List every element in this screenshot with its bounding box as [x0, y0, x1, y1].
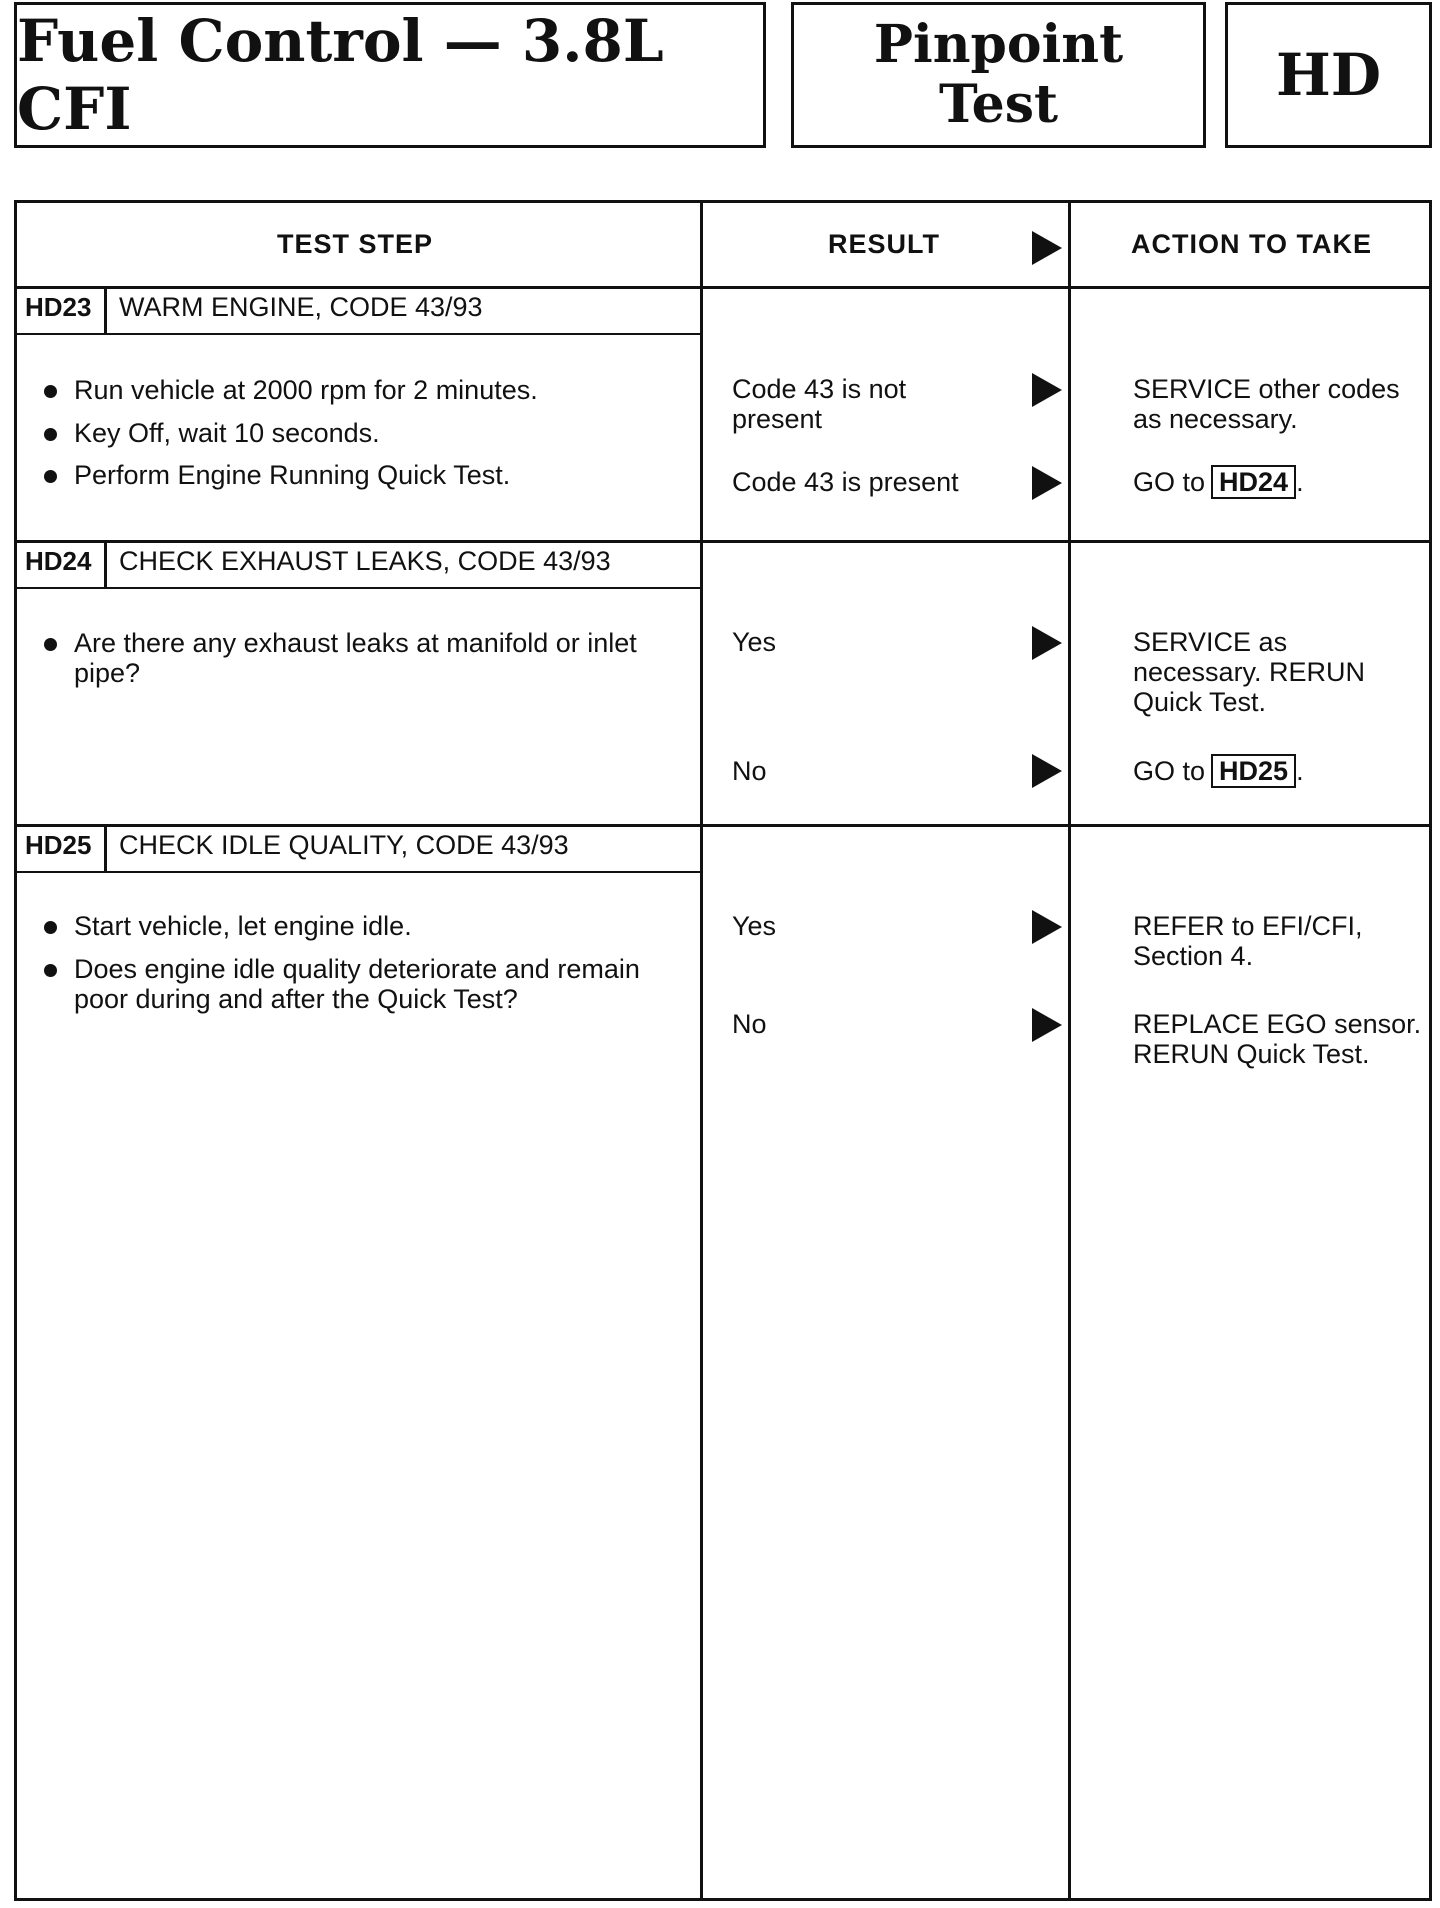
step-id: HD23	[25, 292, 92, 322]
header-divider	[17, 286, 1429, 289]
page-title-box	[14, 2, 766, 148]
step-title: WARM ENGINE, CODE 43/93	[119, 292, 483, 322]
step-id-divider	[104, 289, 107, 334]
arrow-icon	[1032, 754, 1062, 788]
step-id: HD24	[25, 546, 92, 576]
test-type-line2: Test	[938, 74, 1059, 135]
bullet-item: Are there any exhaust leaks at manifold or inlet pipe?	[44, 628, 694, 688]
test-code: HD	[1275, 41, 1382, 109]
bullet-item: Perform Engine Running Quick Test.	[44, 460, 664, 490]
result-text: Code 43 is present	[732, 467, 959, 497]
arrow-icon	[1032, 1008, 1062, 1042]
column-divider	[1068, 203, 1071, 1898]
bullet-item: Run vehicle at 2000 rpm for 2 minutes.	[44, 375, 664, 405]
action-goto-period: .	[1296, 756, 1304, 786]
step-title: CHECK IDLE QUALITY, CODE 43/93	[119, 830, 569, 860]
result-text: Yes	[732, 627, 777, 657]
test-code-box	[1225, 2, 1432, 148]
step-divider	[17, 824, 1429, 827]
step-reference-hd24[interactable]: HD24	[1211, 465, 1296, 499]
step-id: HD25	[25, 830, 92, 860]
step-reference-hd25[interactable]: HD25	[1211, 754, 1296, 788]
action-goto	[1133, 754, 1304, 788]
test-type-line1: Pinpoint	[873, 14, 1124, 75]
action-goto-period: .	[1296, 467, 1304, 497]
result-text: Yes	[732, 911, 777, 941]
test-type-box	[791, 2, 1206, 148]
arrow-icon	[1032, 231, 1062, 265]
bullet-item: Does engine idle quality deteriorate and remain poor during and after the Quick Test?	[44, 954, 694, 1014]
result-text: No	[732, 756, 767, 786]
step-title-underline	[17, 587, 700, 589]
arrow-icon	[1032, 626, 1062, 660]
bullet-item: Key Off, wait 10 seconds.	[44, 418, 664, 448]
action-goto-label: GO to	[1133, 467, 1206, 497]
arrow-icon	[1032, 466, 1062, 500]
step-id-divider	[104, 543, 107, 588]
arrow-icon	[1032, 910, 1062, 944]
column-header-action: ACTION TO TAKE	[1131, 229, 1372, 259]
step-title: CHECK EXHAUST LEAKS, CODE 43/93	[119, 546, 611, 576]
bullet-item: Start vehicle, let engine idle.	[44, 911, 694, 941]
action-text: SERVICE other codes as necessary.	[1133, 374, 1400, 434]
step-divider	[17, 540, 1429, 543]
action-text: REPLACE EGO sensor. RERUN Quick Test.	[1133, 1009, 1422, 1069]
pinpoint-test-table	[14, 200, 1432, 1901]
action-goto-label: GO to	[1133, 756, 1206, 786]
action-text: SERVICE as necessary. RERUN Quick Test.	[1133, 627, 1366, 717]
action-text: REFER to EFI/CFI, Section 4.	[1133, 911, 1363, 971]
step-title-underline	[17, 871, 700, 873]
page-title: Fuel Control — 3.8L CFI	[17, 7, 664, 143]
result-text: No	[732, 1009, 767, 1039]
result-text: Code 43 is not present	[732, 374, 907, 434]
column-header-result: RESULT	[828, 229, 940, 259]
action-goto	[1133, 465, 1304, 499]
step-title-underline	[17, 333, 700, 335]
arrow-icon	[1032, 373, 1062, 407]
step-id-divider	[104, 827, 107, 872]
column-divider	[700, 203, 703, 1898]
column-header-test-step: TEST STEP	[277, 229, 434, 259]
